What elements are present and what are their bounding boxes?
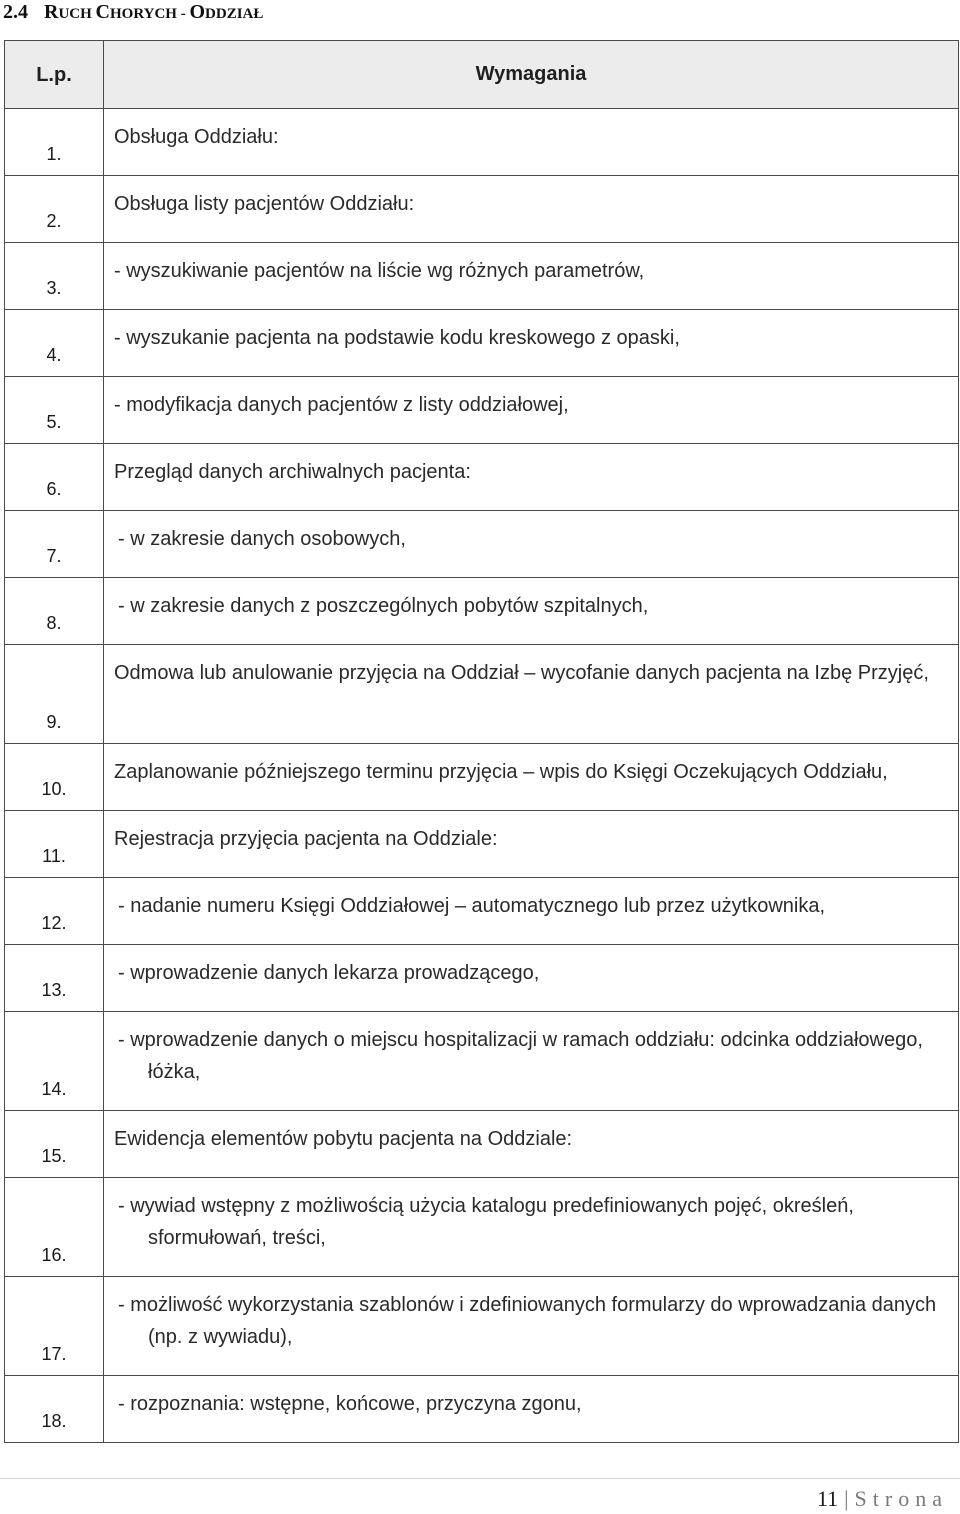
section-title-part: DDZIAŁ [205, 6, 264, 22]
requirement-text: - wyszukanie pacjenta na podstawie kodu kreskowego z opaski, [114, 327, 680, 349]
page-number-footer [817, 1484, 948, 1514]
table-row [5, 878, 959, 945]
requirement-text: Odmowa lub anulowanie przyjęcia na Oddział – wycofanie danych pacjenta na Izbę Przyjęć, [114, 662, 929, 684]
row-number: 12. [5, 878, 104, 945]
row-requirement [104, 109, 959, 176]
requirement-text: Przegląd danych archiwalnych pacjenta: [114, 461, 471, 483]
table-row [5, 176, 959, 243]
row-number: 9. [5, 645, 104, 744]
table-row [5, 310, 959, 377]
table-row [5, 511, 959, 578]
section-title-part: HORYCH - [110, 6, 190, 22]
table-row [5, 645, 959, 744]
requirement-text: - w zakresie danych z poszczególnych pobytów szpitalnych, [118, 595, 649, 617]
page-label: Strona [854, 1486, 948, 1511]
row-requirement [104, 1111, 959, 1178]
table-row [5, 243, 959, 310]
row-requirement [104, 1178, 959, 1277]
requirement-text: - wyszukiwanie pacjentów na liście wg różnych parametrów, [114, 260, 645, 282]
row-requirement [104, 1277, 959, 1376]
section-title-part: UCH [58, 6, 96, 22]
table-row [5, 811, 959, 878]
footer-separator: | [844, 1486, 849, 1511]
row-number: 5. [5, 377, 104, 444]
requirement-text: - wprowadzenie danych o miejscu hospitalizacji w ramach oddziału: odcinka oddziałowego, łóżka, [118, 1029, 923, 1083]
row-number: 3. [5, 243, 104, 310]
requirement-text: Obsługa Oddziału: [114, 126, 279, 148]
requirement-text: - w zakresie danych osobowych, [118, 528, 406, 550]
table-row [5, 1111, 959, 1178]
row-requirement [104, 444, 959, 511]
table-header-row [5, 41, 959, 109]
requirement-text: Ewidencja elementów pobytu pacjenta na Oddziale: [114, 1128, 573, 1150]
table-row [5, 1012, 959, 1111]
row-number: 18. [5, 1376, 104, 1443]
requirement-text: - wprowadzenie danych lekarza prowadzącego, [118, 962, 540, 984]
row-requirement [104, 578, 959, 645]
section-title-part: R [44, 1, 59, 23]
row-number: 11. [5, 811, 104, 878]
row-number: 10. [5, 744, 104, 811]
footer-divider [0, 1478, 960, 1479]
row-requirement [104, 377, 959, 444]
table-row [5, 1178, 959, 1277]
row-number: 1. [5, 109, 104, 176]
requirement-text: Rejestracja przyjęcia pacjenta na Oddziale: [114, 828, 498, 850]
requirements-table [4, 40, 959, 1443]
table-row [5, 109, 959, 176]
table-row [5, 377, 959, 444]
requirement-text: - nadanie numeru Księgi Oddziałowej – automatycznego lub przez użytkownika, [118, 895, 826, 917]
row-requirement [104, 645, 959, 744]
row-number: 13. [5, 945, 104, 1012]
row-number: 2. [5, 176, 104, 243]
row-requirement [104, 243, 959, 310]
row-requirement [104, 511, 959, 578]
requirement-text: - rozpoznania: wstępne, końcowe, przyczyna zgonu, [118, 1393, 582, 1415]
row-requirement [104, 310, 959, 377]
row-number: 15. [5, 1111, 104, 1178]
row-number: 17. [5, 1277, 104, 1376]
table-row [5, 744, 959, 811]
requirement-text: - możliwość wykorzystania szablonów i zdefiniowanych formularzy do wprowadzania danych (np. z wywiadu), [118, 1294, 937, 1348]
table-row [5, 444, 959, 511]
section-number: 2.4 [3, 1, 28, 23]
table-row [5, 1277, 959, 1376]
row-requirement [104, 744, 959, 811]
table-row [5, 578, 959, 645]
row-number: 6. [5, 444, 104, 511]
row-number: 7. [5, 511, 104, 578]
row-requirement [104, 1376, 959, 1443]
row-number: 14. [5, 1012, 104, 1111]
row-number: 16. [5, 1178, 104, 1277]
row-number: 8. [5, 578, 104, 645]
row-number: 4. [5, 310, 104, 377]
requirement-text: - wywiad wstępny z możliwością użycia katalogu predefiniowanych pojęć, określeń, sformułowań, treści, [118, 1195, 854, 1249]
header-lp: L.p. [5, 41, 104, 109]
requirement-text: Zaplanowanie późniejszego terminu przyjęcia – wpis do Księgi Oczekujących Oddziału, [114, 761, 888, 783]
row-requirement [104, 1012, 959, 1111]
requirement-text: - modyfikacja danych pacjentów z listy oddziałowej, [114, 394, 569, 416]
header-requirements: Wymagania [104, 41, 959, 109]
table-row [5, 945, 959, 1012]
section-title [3, 0, 263, 26]
row-requirement [104, 878, 959, 945]
page-number: 11 [816, 1486, 839, 1511]
table-row [5, 1376, 959, 1443]
row-requirement [104, 945, 959, 1012]
section-title-text [44, 1, 263, 23]
section-title-part: O [189, 1, 206, 23]
section-title-part: C [95, 1, 110, 23]
requirement-text: Obsługa listy pacjentów Oddziału: [114, 193, 415, 215]
row-requirement [104, 176, 959, 243]
row-requirement [104, 811, 959, 878]
